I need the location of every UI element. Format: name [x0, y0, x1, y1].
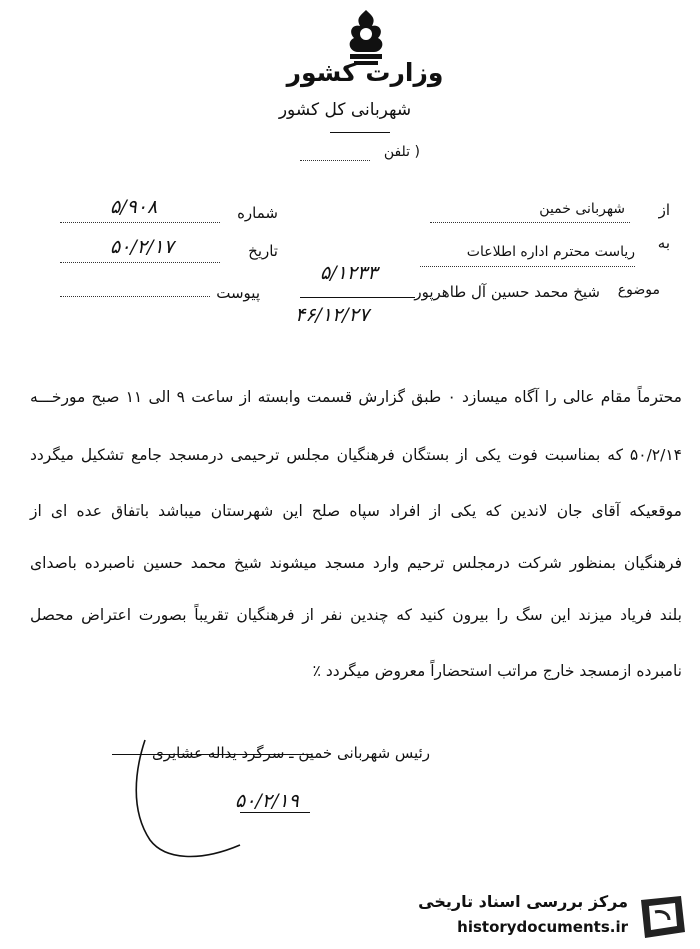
to-line [420, 266, 635, 267]
signature-line: رئیس شهربانی خمین ـ سرگرد یداله عشایری [151, 744, 430, 762]
to-value: ریاست محترم اداره اطلاعات [466, 244, 635, 260]
from-line [430, 222, 630, 223]
body-line: موقعیکه آقای جان لاندین که یکی از افراد سپاه صلح این شهرستان میباشد باتفاق عده ای از [30, 502, 682, 520]
handwritten-date: ۵۰/۲/۱۹ [235, 790, 299, 812]
watermark-url: historydocuments.ir [457, 918, 628, 936]
attachment-label: پیوست [216, 284, 260, 302]
divider [330, 132, 390, 133]
attachment-line [60, 296, 210, 297]
date-line [60, 262, 220, 263]
body-line: نامبرده ازمسجد خارج مراتب استحضاراً معروض میگردد ٪ [312, 662, 682, 680]
body-line: بلند فریاد میزند این سگ را بیرون کنید که چندین نفر از فرهنگیان تقریباً بصورت اعتراض محصل [30, 606, 682, 624]
ministry-title: وزارت کشور [286, 58, 444, 87]
to-label: به [657, 234, 670, 252]
body-line: محترماً مقام عالی را آگاه میسازد ۰ طبق گزارش قسمت وابسته از ساعت ۹ الی ۱۱ صبح مورخـــه [30, 388, 682, 406]
number-value: ۵/۹۰۸ [110, 196, 158, 218]
phone-label: ( تلفن [383, 144, 420, 160]
from-label: از [658, 201, 670, 219]
archive-logo-icon [633, 892, 689, 942]
subject-label: موضوع [617, 282, 660, 298]
body-line: ۵۰/۲/۱۴ که بمناسبت فوت یکی از بستگان فرهنگیان مجلس ترحیمی درمسجد جامع تشکیل میگردد [30, 446, 682, 464]
reference-date: ۴۶/۱۲/۲۷ [295, 304, 370, 326]
police-subtitle: شهربانی کل کشور [278, 100, 412, 120]
handwritten-signature-stroke [90, 730, 250, 870]
from-value: شهربانی خمین [539, 201, 625, 217]
subject-underline [300, 297, 415, 298]
subject-value: شیخ محمد حسین آل طاهرپور [414, 283, 600, 301]
date-value: ۵۰/۲/۱۷ [110, 236, 174, 258]
watermark-title: مرکز بررسی اسناد تاریخی [418, 892, 628, 911]
number-label: شماره [237, 204, 278, 222]
body-line: فرهنگیان بمنظور شرکت درمجلس ترحیم وارد مسجد میشوند شیخ محمد حسین ناصبرده باصدای [30, 554, 682, 572]
reference-number: ۵/۱۲۳۳ [320, 262, 378, 284]
number-line [60, 222, 220, 223]
date-label: تاریخ [248, 242, 278, 260]
phone-line [300, 160, 370, 161]
handwritten-date-underline [240, 812, 310, 813]
